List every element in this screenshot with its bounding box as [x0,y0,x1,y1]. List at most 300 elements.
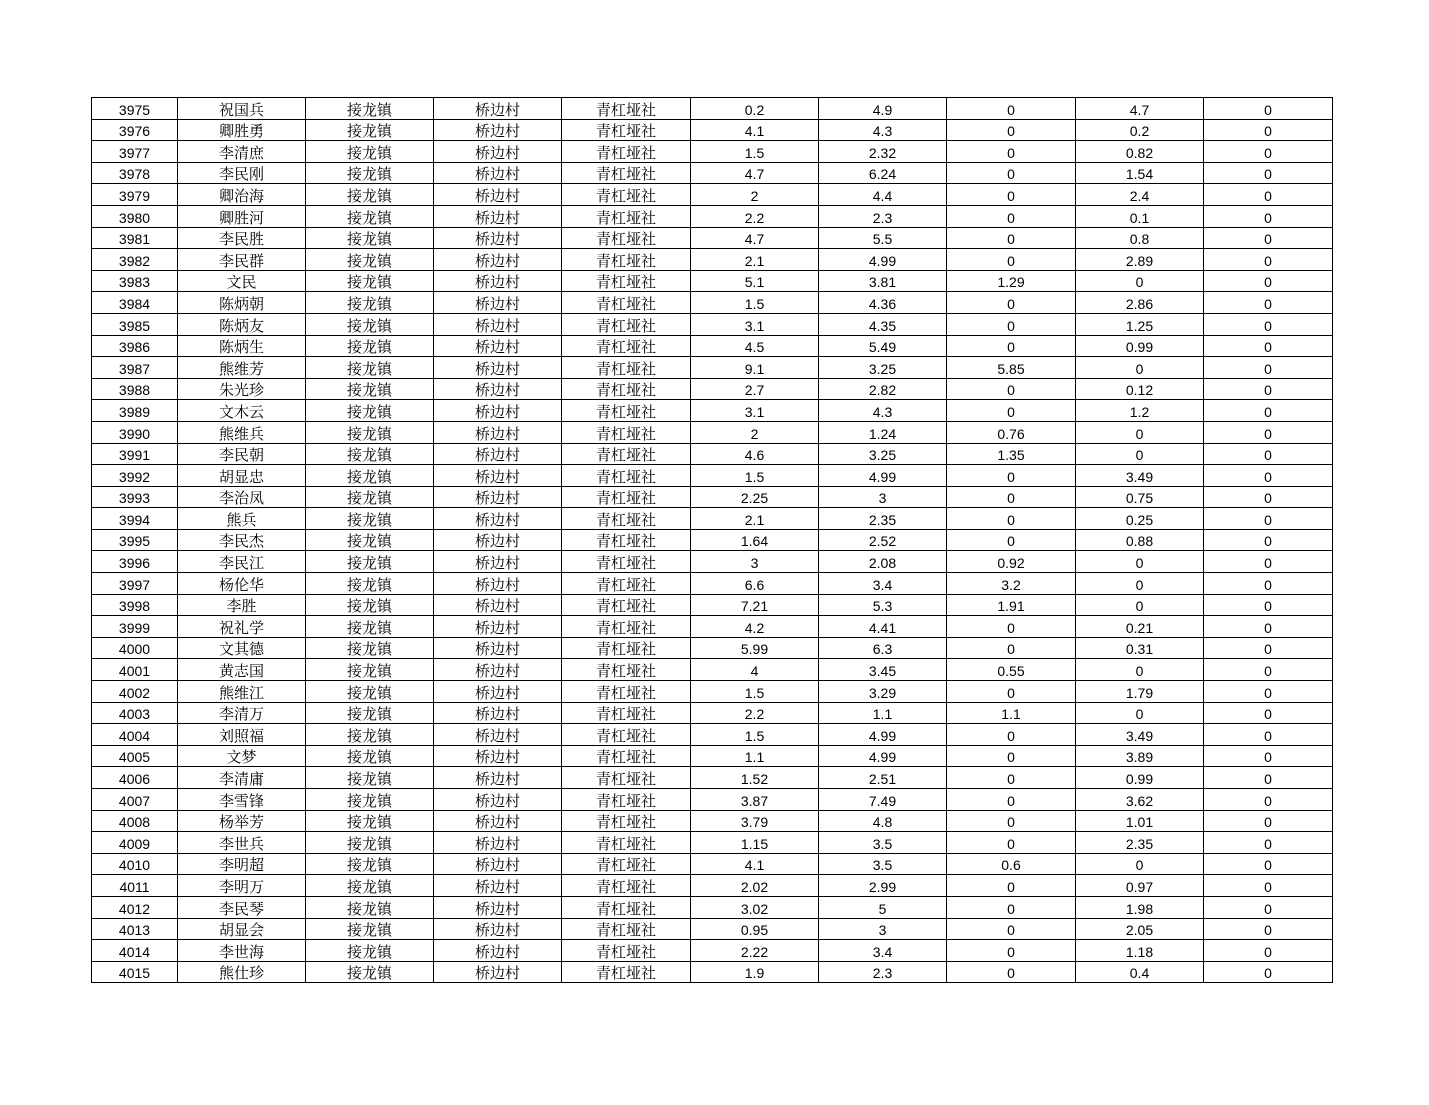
value-d-cell: 0.99 [1076,335,1204,357]
table-row [92,465,1333,487]
value-d-cell: 0 [1076,853,1204,875]
value-c-cell: 0 [947,98,1076,120]
town-cell: 接龙镇 [306,896,434,918]
value-b-cell: 4.99 [819,249,947,271]
id-cell: 4013 [92,918,178,940]
group-cell: 青杠垭社 [562,184,691,206]
village-cell: 桥边村 [434,918,562,940]
value-e-cell: 0 [1204,659,1333,681]
table-row [92,292,1333,314]
table-row [92,918,1333,940]
table-row [92,616,1333,638]
name-cell: 祝礼学 [178,616,306,638]
value-d-cell: 1.18 [1076,940,1204,962]
value-c-cell: 0 [947,940,1076,962]
id-cell: 3987 [92,357,178,379]
group-cell: 青杠垭社 [562,249,691,271]
value-d-cell: 0 [1076,443,1204,465]
name-cell: 李民朝 [178,443,306,465]
value-b-cell: 3 [819,486,947,508]
value-e-cell: 0 [1204,940,1333,962]
table-row [92,227,1333,249]
value-d-cell: 1.54 [1076,162,1204,184]
value-e-cell: 0 [1204,961,1333,983]
id-cell: 4011 [92,875,178,897]
value-a-cell: 1.5 [691,465,819,487]
town-cell: 接龙镇 [306,249,434,271]
group-cell: 青杠垭社 [562,745,691,767]
town-cell: 接龙镇 [306,551,434,573]
value-b-cell: 4.9 [819,98,947,120]
id-cell: 3995 [92,529,178,551]
group-cell: 青杠垭社 [562,594,691,616]
town-cell: 接龙镇 [306,227,434,249]
value-e-cell: 0 [1204,853,1333,875]
village-cell: 桥边村 [434,421,562,443]
value-e-cell: 0 [1204,551,1333,573]
value-e-cell: 0 [1204,573,1333,595]
value-d-cell: 4.7 [1076,98,1204,120]
village-cell: 桥边村 [434,940,562,962]
value-c-cell: 0 [947,637,1076,659]
value-a-cell: 6.6 [691,573,819,595]
value-d-cell: 1.25 [1076,313,1204,335]
value-d-cell: 0 [1076,357,1204,379]
table-row [92,832,1333,854]
id-cell: 3991 [92,443,178,465]
group-cell: 青杠垭社 [562,551,691,573]
value-d-cell: 0.1 [1076,205,1204,227]
value-a-cell: 0.2 [691,98,819,120]
table-row [92,551,1333,573]
town-cell: 接龙镇 [306,357,434,379]
town-cell: 接龙镇 [306,918,434,940]
value-d-cell: 3.89 [1076,745,1204,767]
table-row [92,789,1333,811]
town-cell: 接龙镇 [306,465,434,487]
value-a-cell: 0.95 [691,918,819,940]
table-row [92,270,1333,292]
village-cell: 桥边村 [434,227,562,249]
value-b-cell: 4.36 [819,292,947,314]
village-cell: 桥边村 [434,141,562,163]
value-c-cell: 0 [947,249,1076,271]
name-cell: 李民江 [178,551,306,573]
table-row [92,724,1333,746]
value-a-cell: 4.5 [691,335,819,357]
town-cell: 接龙镇 [306,270,434,292]
value-b-cell: 2.99 [819,875,947,897]
value-e-cell: 0 [1204,918,1333,940]
value-b-cell: 7.49 [819,789,947,811]
group-cell: 青杠垭社 [562,616,691,638]
value-e-cell: 0 [1204,637,1333,659]
group-cell: 青杠垭社 [562,702,691,724]
name-cell: 陈炳朝 [178,292,306,314]
value-c-cell: 0 [947,227,1076,249]
id-cell: 4014 [92,940,178,962]
value-c-cell: 0 [947,313,1076,335]
table-row [92,162,1333,184]
value-e-cell: 0 [1204,162,1333,184]
table-row [92,184,1333,206]
village-cell: 桥边村 [434,529,562,551]
value-a-cell: 2.1 [691,249,819,271]
village-cell: 桥边村 [434,184,562,206]
value-e-cell: 0 [1204,421,1333,443]
table-row [92,875,1333,897]
value-a-cell: 5.99 [691,637,819,659]
value-e-cell: 0 [1204,292,1333,314]
name-cell: 李民胜 [178,227,306,249]
value-e-cell: 0 [1204,724,1333,746]
town-cell: 接龙镇 [306,508,434,530]
value-d-cell: 0 [1076,659,1204,681]
value-d-cell: 0.4 [1076,961,1204,983]
village-cell: 桥边村 [434,724,562,746]
value-a-cell: 4.7 [691,162,819,184]
id-cell: 4001 [92,659,178,681]
table-row [92,637,1333,659]
value-a-cell: 4.2 [691,616,819,638]
value-c-cell: 0 [947,292,1076,314]
id-cell: 4010 [92,853,178,875]
group-cell: 青杠垭社 [562,227,691,249]
name-cell: 卿胜河 [178,205,306,227]
value-b-cell: 3.4 [819,573,947,595]
group-cell: 青杠垭社 [562,270,691,292]
value-a-cell: 1.5 [691,724,819,746]
value-a-cell: 1.5 [691,292,819,314]
value-a-cell: 1.9 [691,961,819,983]
group-cell: 青杠垭社 [562,810,691,832]
village-cell: 桥边村 [434,486,562,508]
id-cell: 3975 [92,98,178,120]
value-d-cell: 0 [1076,421,1204,443]
value-b-cell: 3.5 [819,853,947,875]
group-cell: 青杠垭社 [562,357,691,379]
table-row [92,205,1333,227]
value-c-cell: 0.76 [947,421,1076,443]
village-cell: 桥边村 [434,745,562,767]
value-a-cell: 2.1 [691,508,819,530]
town-cell: 接龙镇 [306,443,434,465]
value-e-cell: 0 [1204,810,1333,832]
value-a-cell: 1.64 [691,529,819,551]
table-row [92,98,1333,120]
table-row [92,896,1333,918]
id-cell: 3990 [92,421,178,443]
value-d-cell: 0.31 [1076,637,1204,659]
town-cell: 接龙镇 [306,961,434,983]
id-cell: 4006 [92,767,178,789]
village-cell: 桥边村 [434,313,562,335]
value-c-cell: 1.35 [947,443,1076,465]
value-b-cell: 5.3 [819,594,947,616]
name-cell: 卿胜勇 [178,119,306,141]
town-cell: 接龙镇 [306,184,434,206]
value-b-cell: 5 [819,896,947,918]
table-row [92,378,1333,400]
group-cell: 青杠垭社 [562,767,691,789]
value-c-cell: 5.85 [947,357,1076,379]
name-cell: 李民刚 [178,162,306,184]
village-cell: 桥边村 [434,205,562,227]
name-cell: 李清万 [178,702,306,724]
table-row [92,486,1333,508]
value-b-cell: 4.41 [819,616,947,638]
town-cell: 接龙镇 [306,119,434,141]
value-c-cell: 0 [947,335,1076,357]
value-c-cell: 0 [947,961,1076,983]
name-cell: 李民杰 [178,529,306,551]
group-cell: 青杠垭社 [562,313,691,335]
town-cell: 接龙镇 [306,659,434,681]
value-c-cell: 0 [947,465,1076,487]
id-cell: 4000 [92,637,178,659]
town-cell: 接龙镇 [306,205,434,227]
table-row [92,940,1333,962]
value-d-cell: 0 [1076,551,1204,573]
group-cell: 青杠垭社 [562,940,691,962]
value-c-cell: 0 [947,875,1076,897]
town-cell: 接龙镇 [306,789,434,811]
town-cell: 接龙镇 [306,292,434,314]
value-a-cell: 7.21 [691,594,819,616]
id-cell: 4015 [92,961,178,983]
value-d-cell: 2.86 [1076,292,1204,314]
value-b-cell: 4.99 [819,745,947,767]
value-a-cell: 1.5 [691,141,819,163]
value-c-cell: 0 [947,486,1076,508]
value-c-cell: 0 [947,400,1076,422]
village-cell: 桥边村 [434,292,562,314]
value-c-cell: 0.6 [947,853,1076,875]
id-cell: 3981 [92,227,178,249]
name-cell: 李世兵 [178,832,306,854]
value-b-cell: 4.35 [819,313,947,335]
group-cell: 青杠垭社 [562,335,691,357]
id-cell: 4008 [92,810,178,832]
value-a-cell: 3.87 [691,789,819,811]
village-cell: 桥边村 [434,400,562,422]
name-cell: 李治凤 [178,486,306,508]
value-d-cell: 3.49 [1076,724,1204,746]
value-d-cell: 2.89 [1076,249,1204,271]
town-cell: 接龙镇 [306,745,434,767]
name-cell: 熊维兵 [178,421,306,443]
table-row [92,961,1333,983]
village-cell: 桥边村 [434,616,562,638]
value-b-cell: 5.5 [819,227,947,249]
table-row [92,119,1333,141]
village-cell: 桥边村 [434,767,562,789]
value-b-cell: 1.24 [819,421,947,443]
name-cell: 文木云 [178,400,306,422]
table-row [92,508,1333,530]
value-b-cell: 2.3 [819,205,947,227]
group-cell: 青杠垭社 [562,486,691,508]
group-cell: 青杠垭社 [562,98,691,120]
value-e-cell: 0 [1204,702,1333,724]
village-cell: 桥边村 [434,335,562,357]
value-e-cell: 0 [1204,443,1333,465]
name-cell: 熊维江 [178,681,306,703]
village-cell: 桥边村 [434,832,562,854]
value-b-cell: 6.24 [819,162,947,184]
id-cell: 3997 [92,573,178,595]
group-cell: 青杠垭社 [562,681,691,703]
table-row [92,853,1333,875]
village-cell: 桥边村 [434,637,562,659]
table-row [92,529,1333,551]
value-c-cell: 0.55 [947,659,1076,681]
name-cell: 杨举芳 [178,810,306,832]
value-b-cell: 2.32 [819,141,947,163]
id-cell: 3979 [92,184,178,206]
table-row [92,335,1333,357]
value-d-cell: 0.82 [1076,141,1204,163]
id-cell: 4005 [92,745,178,767]
value-b-cell: 3.45 [819,659,947,681]
value-d-cell: 0 [1076,702,1204,724]
value-b-cell: 3 [819,918,947,940]
name-cell: 刘照福 [178,724,306,746]
town-cell: 接龙镇 [306,767,434,789]
value-d-cell: 1.98 [1076,896,1204,918]
group-cell: 青杠垭社 [562,141,691,163]
value-e-cell: 0 [1204,400,1333,422]
value-d-cell: 3.62 [1076,789,1204,811]
value-c-cell: 0 [947,141,1076,163]
value-a-cell: 1.1 [691,745,819,767]
value-a-cell: 3.1 [691,313,819,335]
value-c-cell: 0 [947,918,1076,940]
value-a-cell: 3.79 [691,810,819,832]
value-a-cell: 2 [691,421,819,443]
value-b-cell: 4.99 [819,465,947,487]
value-c-cell: 0.92 [947,551,1076,573]
value-d-cell: 0 [1076,573,1204,595]
table-row [92,249,1333,271]
value-e-cell: 0 [1204,335,1333,357]
value-c-cell: 0 [947,205,1076,227]
group-cell: 青杠垭社 [562,573,691,595]
value-d-cell: 0.88 [1076,529,1204,551]
village-cell: 桥边村 [434,681,562,703]
value-e-cell: 0 [1204,184,1333,206]
name-cell: 杨伦华 [178,573,306,595]
value-d-cell: 0.97 [1076,875,1204,897]
name-cell: 李民琴 [178,896,306,918]
group-cell: 青杠垭社 [562,378,691,400]
village-cell: 桥边村 [434,119,562,141]
name-cell: 熊兵 [178,508,306,530]
value-d-cell: 0.8 [1076,227,1204,249]
value-b-cell: 2.52 [819,529,947,551]
town-cell: 接龙镇 [306,335,434,357]
value-d-cell: 1.79 [1076,681,1204,703]
group-cell: 青杠垭社 [562,832,691,854]
village-cell: 桥边村 [434,443,562,465]
value-a-cell: 9.1 [691,357,819,379]
village-cell: 桥边村 [434,659,562,681]
town-cell: 接龙镇 [306,162,434,184]
value-d-cell: 2.05 [1076,918,1204,940]
town-cell: 接龙镇 [306,486,434,508]
table-row [92,357,1333,379]
group-cell: 青杠垭社 [562,119,691,141]
name-cell: 李雪锋 [178,789,306,811]
id-cell: 4007 [92,789,178,811]
value-e-cell: 0 [1204,832,1333,854]
value-d-cell: 1.01 [1076,810,1204,832]
group-cell: 青杠垭社 [562,789,691,811]
table-row [92,659,1333,681]
id-cell: 3977 [92,141,178,163]
village-cell: 桥边村 [434,508,562,530]
name-cell: 祝国兵 [178,98,306,120]
group-cell: 青杠垭社 [562,659,691,681]
name-cell: 熊维芳 [178,357,306,379]
name-cell: 朱光珍 [178,378,306,400]
table-row [92,573,1333,595]
name-cell: 黄志国 [178,659,306,681]
table-row [92,810,1333,832]
value-c-cell: 3.2 [947,573,1076,595]
name-cell: 胡显忠 [178,465,306,487]
value-a-cell: 4 [691,659,819,681]
value-a-cell: 2.7 [691,378,819,400]
name-cell: 胡显会 [178,918,306,940]
id-cell: 3996 [92,551,178,573]
name-cell: 李明超 [178,853,306,875]
village-cell: 桥边村 [434,249,562,271]
value-b-cell: 2.35 [819,508,947,530]
town-cell: 接龙镇 [306,724,434,746]
group-cell: 青杠垭社 [562,529,691,551]
name-cell: 李胜 [178,594,306,616]
village-cell: 桥边村 [434,810,562,832]
town-cell: 接龙镇 [306,637,434,659]
value-c-cell: 0 [947,832,1076,854]
name-cell: 陈炳友 [178,313,306,335]
value-e-cell: 0 [1204,313,1333,335]
value-a-cell: 5.1 [691,270,819,292]
village-cell: 桥边村 [434,465,562,487]
value-c-cell: 0 [947,184,1076,206]
value-d-cell: 0.99 [1076,767,1204,789]
value-d-cell: 0.75 [1076,486,1204,508]
village-cell: 桥边村 [434,378,562,400]
value-e-cell: 0 [1204,119,1333,141]
id-cell: 3998 [92,594,178,616]
value-b-cell: 4.3 [819,119,947,141]
table-row [92,313,1333,335]
value-a-cell: 1.52 [691,767,819,789]
value-d-cell: 1.2 [1076,400,1204,422]
name-cell: 李清庶 [178,141,306,163]
value-b-cell: 3.29 [819,681,947,703]
town-cell: 接龙镇 [306,313,434,335]
data-table [91,97,1333,983]
table-row [92,681,1333,703]
value-e-cell: 0 [1204,594,1333,616]
id-cell: 3983 [92,270,178,292]
value-b-cell: 4.4 [819,184,947,206]
town-cell: 接龙镇 [306,616,434,638]
village-cell: 桥边村 [434,961,562,983]
